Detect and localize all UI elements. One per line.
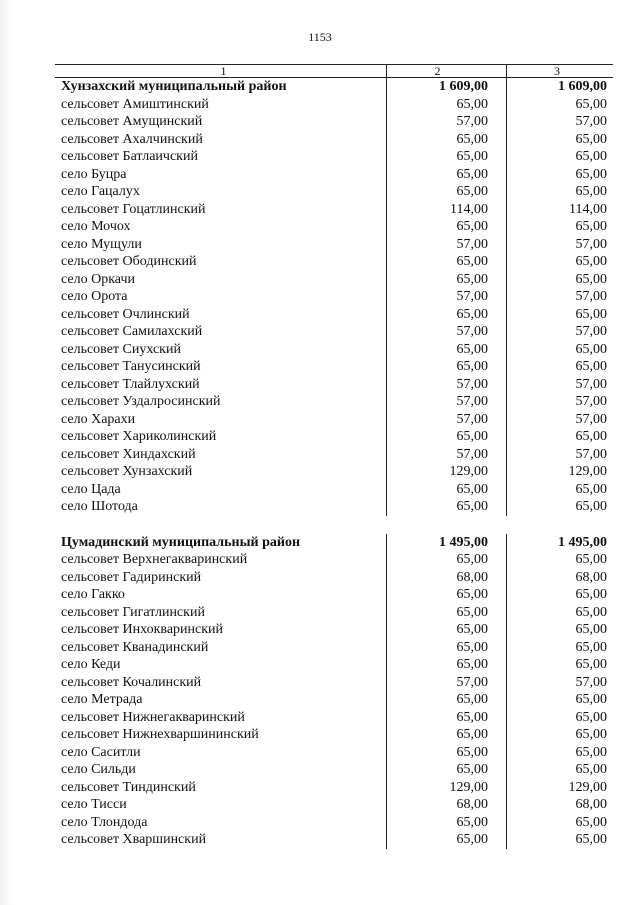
settlement-name: сельсовет Ахалчинский	[55, 131, 387, 149]
section-title: Цумадинский муниципальный район	[55, 534, 387, 552]
settlement-name: село Буцра	[55, 166, 387, 184]
amount-col-2: 65,00	[387, 761, 507, 779]
budget-table	[55, 64, 613, 849]
table-row	[55, 779, 613, 797]
table-row	[55, 481, 613, 499]
table-row	[55, 656, 613, 674]
amount-col-2: 57,00	[387, 446, 507, 464]
table-row	[55, 709, 613, 727]
settlement-name: сельсовет Хваршинский	[55, 831, 387, 849]
amount-col-2: 65,00	[387, 271, 507, 289]
table-row	[55, 183, 613, 201]
table-row	[55, 393, 613, 411]
amount-col-2: 65,00	[387, 306, 507, 324]
amount-col-2: 65,00	[387, 166, 507, 184]
section-spacer	[55, 516, 613, 534]
amount-col-2: 65,00	[387, 218, 507, 236]
table-row	[55, 604, 613, 622]
amount-col-2: 65,00	[387, 726, 507, 744]
amount-col-2: 57,00	[387, 236, 507, 254]
amount-col-2: 57,00	[387, 393, 507, 411]
amount-col-3: 57,00	[575, 411, 607, 427]
amount-col-3: 68,00	[575, 797, 607, 812]
table-row	[55, 131, 613, 149]
table-row	[55, 113, 613, 131]
amount-col-3: 65,00	[575, 832, 607, 847]
section-total-row	[55, 534, 613, 552]
amount-col-2: 65,00	[387, 253, 507, 271]
amount-col-3: 129,00	[568, 464, 607, 479]
amount-col-3: 57,00	[575, 446, 607, 462]
amount-col-2: 129,00	[387, 463, 507, 481]
table-row	[55, 796, 613, 814]
amount-col-2: 65,00	[387, 744, 507, 762]
table-row	[55, 674, 613, 692]
table-row	[55, 306, 613, 324]
amount-col-2: 65,00	[387, 183, 507, 201]
amount-col-3: 65,00	[575, 744, 607, 760]
table-row	[55, 463, 613, 481]
settlement-name: село Харахи	[55, 411, 387, 429]
amount-col-3: 65,00	[575, 429, 607, 444]
settlement-name: село Мочох	[55, 218, 387, 236]
table-row	[55, 411, 613, 429]
amount-col-2: 65,00	[387, 814, 507, 832]
table-row	[55, 358, 613, 376]
amount-col-3: 65,00	[575, 481, 607, 497]
table-row	[55, 831, 613, 849]
amount-col-2: 65,00	[387, 358, 507, 376]
table-row	[55, 341, 613, 359]
settlement-name: село Сильди	[55, 761, 387, 779]
amount-col-2: 65,00	[387, 691, 507, 709]
settlement-name: сельсовет Кочалинский	[55, 674, 387, 692]
column-header-3: 3	[554, 64, 560, 78]
table-header	[55, 65, 613, 78]
settlement-name: село Тисси	[55, 796, 387, 814]
amount-col-3: 65,00	[575, 692, 607, 707]
amount-col-2: 65,00	[387, 604, 507, 622]
amount-col-3: 65,00	[575, 762, 607, 777]
amount-col-3: 65,00	[575, 622, 607, 637]
amount-col-3: 129,00	[568, 779, 607, 795]
amount-col-2: 68,00	[387, 569, 507, 587]
table-row	[55, 569, 613, 587]
amount-col-2: 65,00	[387, 131, 507, 149]
table-row	[55, 586, 613, 604]
table-row	[55, 148, 613, 166]
settlement-name: сельсовет Самилахский	[55, 323, 387, 341]
amount-col-2: 65,00	[387, 656, 507, 674]
table-row	[55, 271, 613, 289]
table-row	[55, 761, 613, 779]
settlement-name: сельсовет Хунзахский	[55, 463, 387, 481]
amount-col-3: 57,00	[575, 236, 607, 252]
settlement-name: село Метрада	[55, 691, 387, 709]
section-total-row	[55, 78, 613, 96]
amount-col-2: 114,00	[387, 201, 507, 219]
settlement-name: село Саситли	[55, 744, 387, 762]
amount-col-2: 57,00	[387, 323, 507, 341]
settlement-name: сельсовет Батлаичский	[55, 148, 387, 166]
amount-col-2: 65,00	[387, 428, 507, 446]
amount-col-2: 65,00	[387, 341, 507, 359]
amount-col-3: 65,00	[575, 639, 607, 655]
amount-col-3: 65,00	[575, 341, 607, 357]
amount-col-2: 57,00	[387, 674, 507, 692]
table-row	[55, 814, 613, 832]
table-row	[55, 323, 613, 341]
amount-col-3: 65,00	[575, 499, 607, 514]
amount-col-2: 65,00	[387, 481, 507, 499]
amount-col-2: 65,00	[387, 831, 507, 849]
amount-col-3: 57,00	[575, 324, 607, 339]
amount-col-3: 65,00	[575, 184, 607, 199]
settlement-name: сельсовет Уздалросинский	[55, 393, 387, 411]
table-row	[55, 744, 613, 762]
amount-col-2: 65,00	[387, 586, 507, 604]
amount-col-3: 65,00	[575, 709, 607, 725]
settlement-name: село Гацалух	[55, 183, 387, 201]
table-row	[55, 428, 613, 446]
column-header-2: 2	[387, 65, 507, 77]
settlement-name: сельсовет Очлинский	[55, 306, 387, 324]
table-row	[55, 691, 613, 709]
amount-col-2: 57,00	[387, 113, 507, 131]
table-row	[55, 498, 613, 516]
amount-col-3: 65,00	[575, 604, 607, 620]
page-number: 1153	[308, 30, 332, 44]
table-body	[55, 78, 613, 849]
amount-col-3: 68,00	[575, 569, 607, 585]
amount-col-3: 65,00	[575, 271, 607, 287]
settlement-name: сельсовет Гадиринский	[55, 569, 387, 587]
amount-col-3: 65,00	[575, 814, 607, 830]
amount-col-3: 65,00	[575, 727, 607, 742]
settlement-name: село Орота	[55, 288, 387, 306]
settlement-name: сельсовет Инхокваринский	[55, 621, 387, 639]
amount-col-2: 57,00	[387, 376, 507, 394]
settlement-name: село Тлондода	[55, 814, 387, 832]
table-row	[55, 218, 613, 236]
settlement-name: сельсовет Ободинский	[55, 253, 387, 271]
section-title: Хунзахский муниципальный район	[55, 78, 387, 96]
amount-col-3: 65,00	[575, 254, 607, 269]
table-row	[55, 726, 613, 744]
amount-col-3: 65,00	[575, 657, 607, 672]
amount-col-3: 65,00	[575, 587, 607, 602]
settlement-name: сельсовет Сиухский	[55, 341, 387, 359]
amount-col-3: 57,00	[575, 376, 607, 392]
settlement-name: село Оркачи	[55, 271, 387, 289]
table-row	[55, 288, 613, 306]
amount-col-3: 65,00	[575, 166, 607, 182]
table-row	[55, 253, 613, 271]
table-row	[55, 639, 613, 657]
settlement-name: сельсовет Амиштинский	[55, 96, 387, 114]
amount-col-3: 57,00	[575, 114, 607, 129]
amount-col-2: 65,00	[387, 621, 507, 639]
table-row	[55, 621, 613, 639]
settlement-name: сельсовет Гигатлинский	[55, 604, 387, 622]
section-total-col-2: 1 609,00	[387, 78, 507, 96]
amount-col-2: 68,00	[387, 796, 507, 814]
table-row	[55, 201, 613, 219]
amount-col-2: 65,00	[387, 96, 507, 114]
settlement-name: сельсовет Гоцатлинский	[55, 201, 387, 219]
amount-col-2: 65,00	[387, 709, 507, 727]
amount-col-3: 65,00	[575, 149, 607, 164]
amount-col-3: 65,00	[575, 96, 607, 112]
settlement-name: сельсовет Амущинский	[55, 113, 387, 131]
settlement-name: сельсовет Танусинский	[55, 358, 387, 376]
section-total-col-3: 1 609,00	[558, 79, 607, 94]
settlement-name: сельсовет Хариколинский	[55, 428, 387, 446]
amount-col-2: 65,00	[387, 639, 507, 657]
settlement-name: село Гакко	[55, 586, 387, 604]
settlement-name: сельсовет Верхнегакваринский	[55, 551, 387, 569]
settlement-name: сельсовет Хиндахский	[55, 446, 387, 464]
column-header-1: 1	[55, 65, 387, 77]
table-row	[55, 551, 613, 569]
settlement-name: сельсовет Тлайлухский	[55, 376, 387, 394]
amount-col-2: 65,00	[387, 551, 507, 569]
section-total-col-2: 1 495,00	[387, 534, 507, 552]
scan-edge-shadow	[0, 0, 14, 905]
amount-col-2: 129,00	[387, 779, 507, 797]
settlement-name: село Шотода	[55, 498, 387, 516]
amount-col-3: 57,00	[575, 394, 607, 409]
table-row	[55, 96, 613, 114]
amount-col-2: 65,00	[387, 148, 507, 166]
amount-col-3: 114,00	[569, 201, 607, 217]
settlement-name: село Кеди	[55, 656, 387, 674]
amount-col-3: 65,00	[575, 306, 607, 322]
settlement-name: сельсовет Нижнегакваринский	[55, 709, 387, 727]
amount-col-3: 57,00	[575, 289, 607, 304]
amount-col-2: 65,00	[387, 498, 507, 516]
settlement-name: село Мущули	[55, 236, 387, 254]
section-total-col-3: 1 495,00	[558, 534, 607, 550]
amount-col-3: 65,00	[575, 552, 607, 567]
amount-col-3: 65,00	[575, 359, 607, 374]
amount-col-3: 57,00	[575, 674, 607, 690]
settlement-name: сельсовет Тиндинский	[55, 779, 387, 797]
amount-col-2: 57,00	[387, 411, 507, 429]
amount-col-2: 57,00	[387, 288, 507, 306]
table-row	[55, 236, 613, 254]
amount-col-3: 65,00	[575, 131, 607, 147]
settlement-name: сельсовет Кванадинский	[55, 639, 387, 657]
settlement-name: сельсовет Нижнехваршининский	[55, 726, 387, 744]
table-row	[55, 166, 613, 184]
amount-col-3: 65,00	[575, 219, 607, 234]
table-row	[55, 446, 613, 464]
settlement-name: село Цада	[55, 481, 387, 499]
table-row	[55, 376, 613, 394]
